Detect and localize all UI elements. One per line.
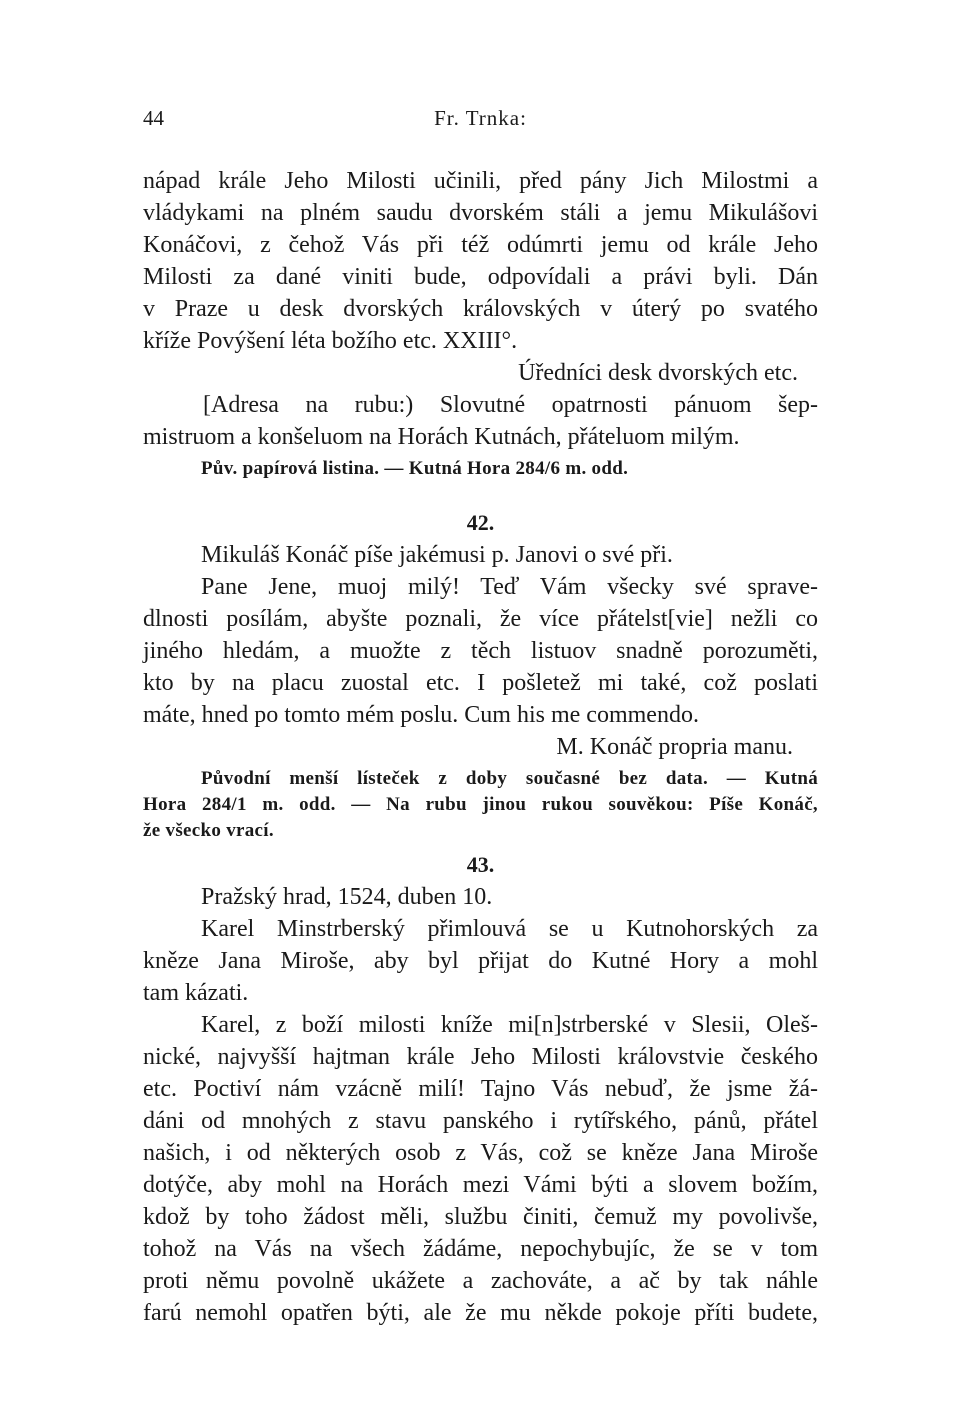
text-line: mistruom a konšeluom na Horách Kutnách, přáteluom milým. [143,424,740,450]
text-line: kto by na placu zuostal etc. I pošletež mi také, což poslati [143,670,818,696]
text-line: Milosti za dané viniti bude, odpovídali a právi byli. Dán [143,264,818,290]
text-line: Pane Jene, muoj milý! Teď Vám všecky své sprave- [201,574,818,600]
text-line: vládykami na plném saudu dvorském stáli a jemu Mikulášovi [143,200,818,226]
page-header [143,106,818,138]
text-line: nické, najvyšší hajtman krále Jeho Milosti královstvie českého [143,1044,818,1070]
text-line: Konáčovi, z čehož Vás při též odúmrti jemu od krále Jeho [143,232,818,258]
text-line: etc. Poctiví nám vzácně milí! Tajno Vás nebuď, že jsme žá- [143,1076,818,1102]
text-line: máte, hned po tomto mém poslu. Cum his me commendo. [143,702,699,728]
source-note-line: Původní menší lísteček z doby současné bez data. — Kutná [201,768,818,789]
source-note-line: Pův. papírová listina. — Kutná Hora 284/6 m. odd. [201,458,629,479]
source-note-line: Hora 284/1 m. odd. — Na rubu jinou rukou souvěkou: Píše Konáč, [143,794,818,815]
text-line: Mikuláš Konáč píše jakémusi p. Janovi o své při. [201,542,673,568]
text-line: Úředníci desk dvorských etc. [518,360,798,386]
text-line: dáni od mnohých z stavu panského i rytířského, pánů, přátel [143,1108,818,1134]
running-head: Fr. Trnka: [434,106,527,130]
text-line: dotýče, aby mohl na Horách mezi Vámi býti a slovem božím, [143,1172,818,1198]
document-number: 43. [466,852,495,877]
text-line: dlnosti posílám, abyšte poznali, že více přátelst[vie] nežli co [143,606,818,632]
page-number: 44 [143,106,164,130]
text-line: v Praze u desk dvorských královských v úterý po svatého [143,296,818,322]
text-line: [Adresa na rubu:) Slovutné opatrnosti pánuom šep- [203,392,818,418]
text-line: kříže Povýšení léta božího etc. XXIII°. [143,328,518,354]
text-line: Karel Minstrberský přimlouvá se u Kutnohorských za [201,916,818,942]
text-line: proti němu povolně ukážete a zachováte, a ač by tak náhle [143,1268,818,1294]
text-line: M. Konáč propria manu. [556,734,793,760]
document-number: 42. [466,510,495,535]
text-line: Karel, z boží milosti kníže mi[n]strberské v Slesii, Oleš- [201,1012,818,1038]
text-line: farú nemohl opatřen býti, ale že mu někde pokoje příti budete, [143,1300,818,1326]
text-line: Pražský hrad, 1524, duben 10. [201,884,493,910]
text-line: tohož na Vás na všech žádáme, nepochybujíc, že se v tom [143,1236,818,1262]
text-line: nápad krále Jeho Milosti učinili, před pány Jich Milostmi a [143,168,818,194]
source-note-line: že všecko vrací. [143,820,274,841]
text-line: tam kázati. [143,980,249,1006]
text-line: jiného hledám, a muožte z těch listuov snadně porozuměti, [143,638,818,664]
text-line: kdož by toho žádost měli, službu činiti, čemuž my povolivše, [143,1204,818,1230]
text-line: kněze Jana Miroše, aby byl přijat do Kutné Hory a mohl [143,948,818,974]
text-line: našich, i od některých osob z Vás, což se kněze Jana Miroše [143,1140,818,1166]
